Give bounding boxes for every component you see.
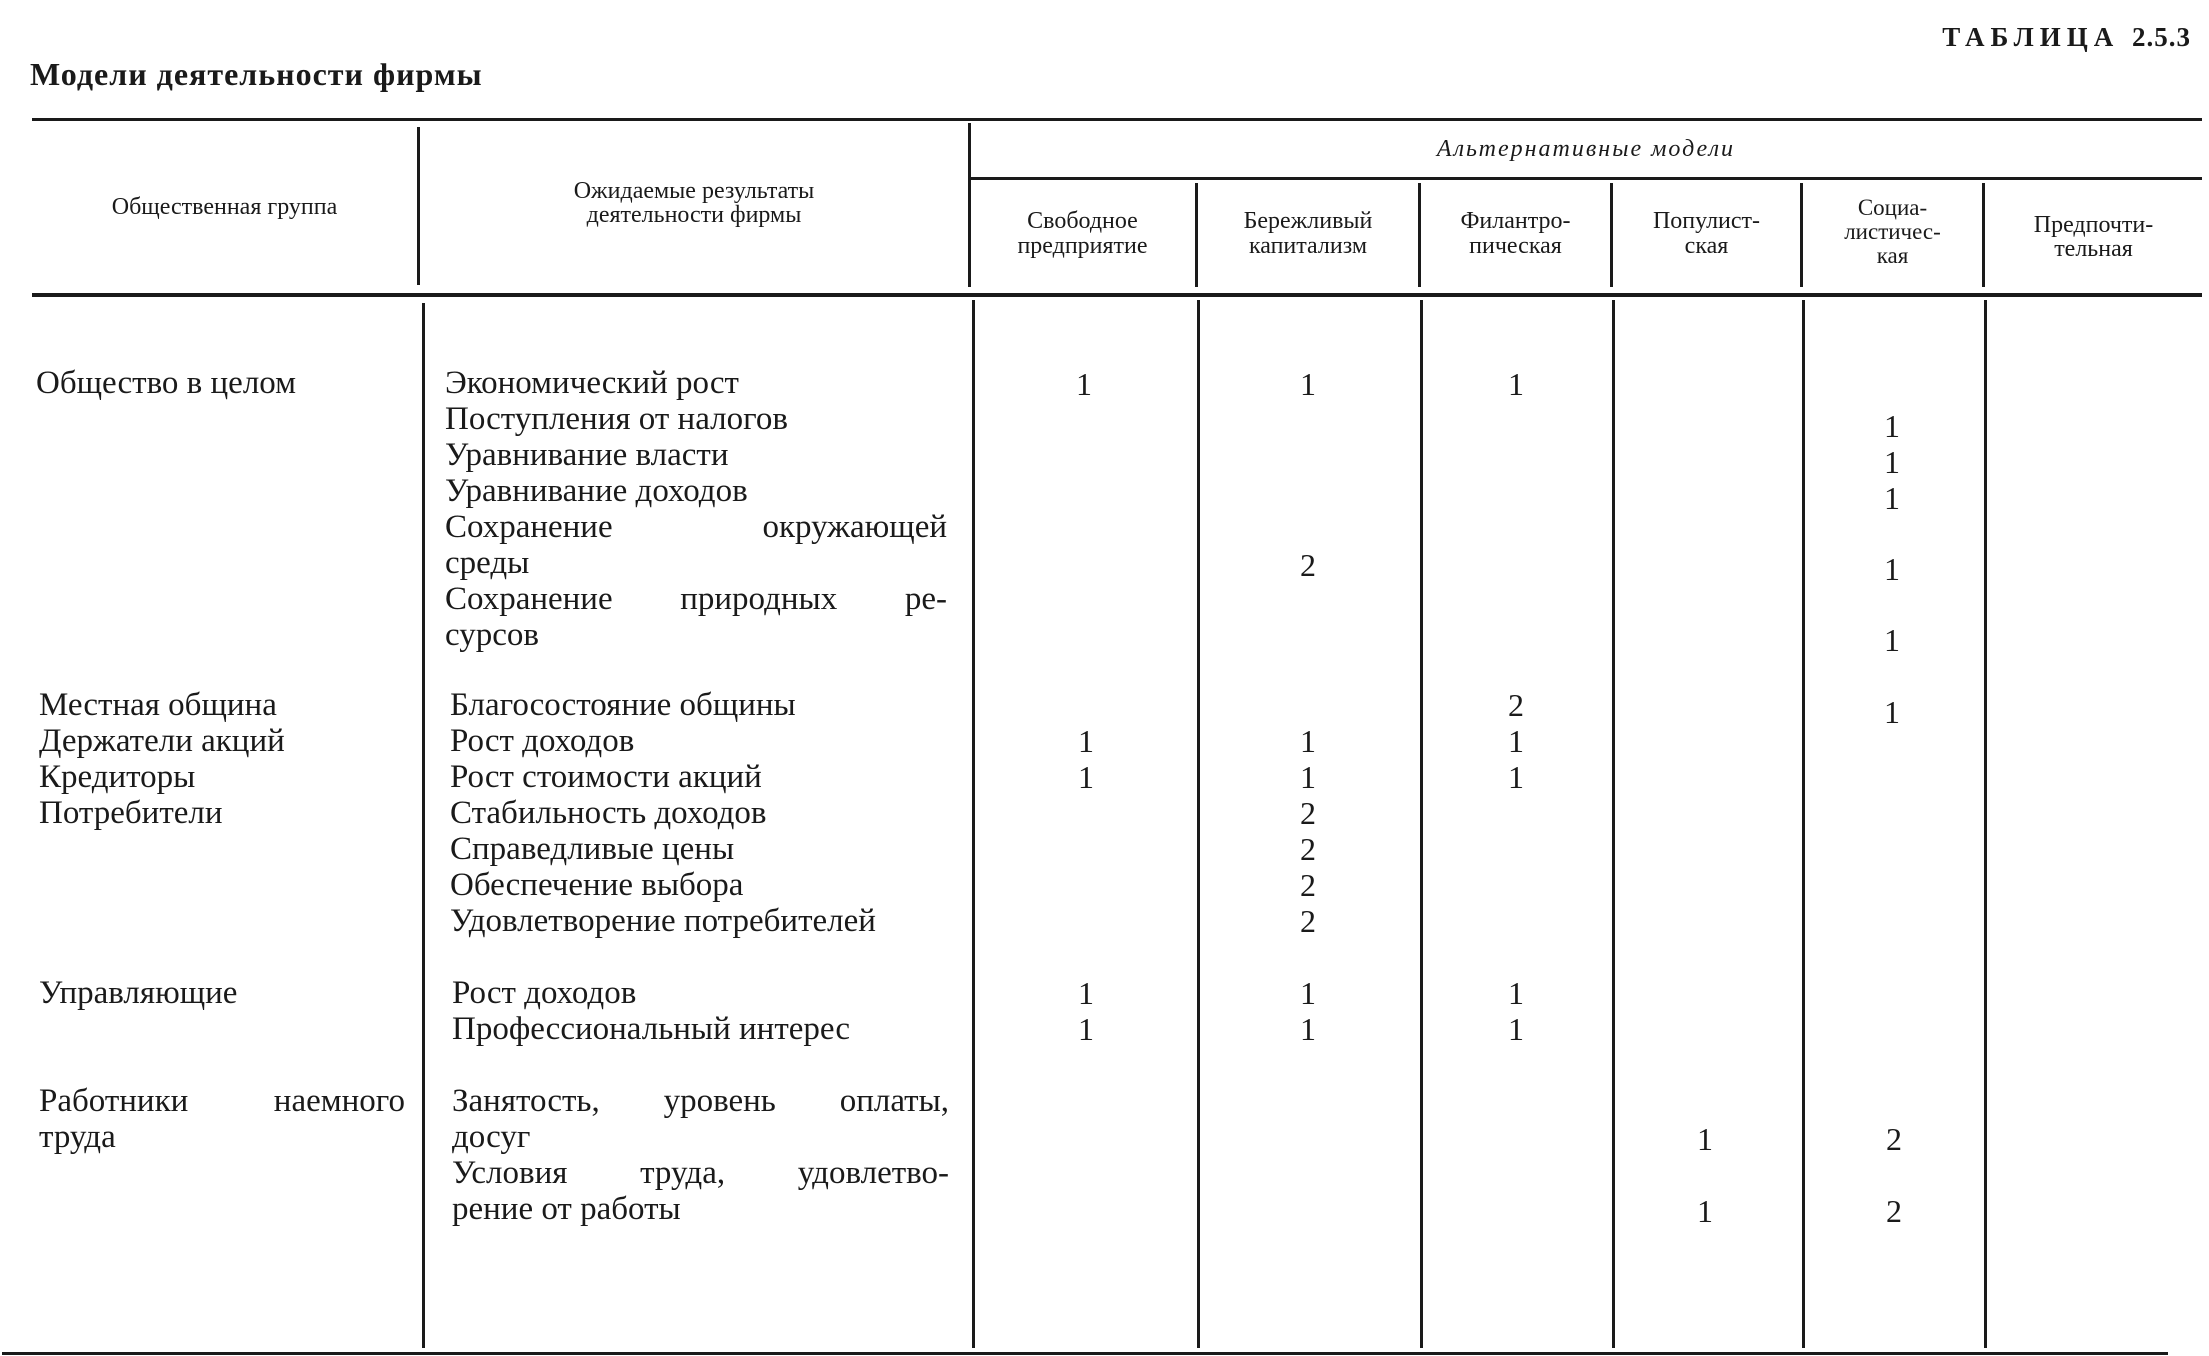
header-model-6-line1: Предпочти- bbox=[2033, 212, 2154, 238]
value-cell: 1 bbox=[1078, 975, 1094, 1011]
table-label-text: ТАБЛИЦА bbox=[1942, 22, 2120, 52]
result-manager-income-growth: Рост доходов bbox=[452, 975, 637, 1011]
alternatives-rule bbox=[968, 177, 2202, 180]
value-cell: 2 bbox=[1508, 687, 1524, 723]
body-divider-5 bbox=[1612, 300, 1615, 1348]
value-cell: 1 bbox=[1078, 1011, 1094, 1047]
value-cell: 1 bbox=[1884, 551, 1900, 587]
result-consumer-satisfaction: Удовлетворение потребителей bbox=[450, 903, 876, 939]
value-cell: 2 bbox=[1300, 547, 1316, 583]
header-model-3-line1: Филантро- bbox=[1460, 208, 1571, 234]
value-cell: 1 bbox=[1078, 759, 1094, 795]
table-bottom-rule bbox=[2, 1352, 2168, 1355]
header-model-1-line1: Свободное bbox=[1027, 208, 1138, 234]
group-local-community: Местная община bbox=[39, 687, 277, 723]
group-consumers: Потребители bbox=[39, 795, 223, 831]
header-model-5-line1: Социа- bbox=[1857, 195, 1928, 220]
header-group: Общественная группа bbox=[111, 194, 338, 220]
group-managers: Управляющие bbox=[39, 975, 238, 1011]
table-top-rule bbox=[32, 118, 2202, 121]
result-income-growth: Рост доходов bbox=[450, 723, 635, 759]
value-cell: 1 bbox=[1076, 366, 1092, 402]
header-model-4-line2: ская bbox=[1684, 233, 1729, 259]
value-cell: 1 bbox=[1697, 1121, 1713, 1157]
header-model-4-line1: Популист- bbox=[1652, 208, 1761, 234]
value-cell: 2 bbox=[1300, 867, 1316, 903]
header-model-2-line2: капитализм bbox=[1248, 233, 1368, 259]
result-resources-line1: Сохранение природных ре- bbox=[445, 581, 947, 617]
body-divider-6 bbox=[1802, 300, 1805, 1348]
result-share-value-growth: Рост стоимости акций bbox=[450, 759, 762, 795]
value-cell: 1 bbox=[1508, 975, 1524, 1011]
value-cell: 1 bbox=[1697, 1193, 1713, 1229]
value-cell: 1 bbox=[1300, 366, 1316, 402]
header-bottom-rule bbox=[32, 293, 2202, 297]
value-cell: 1 bbox=[1884, 622, 1900, 658]
value-cell: 1 bbox=[1508, 759, 1524, 795]
result-professional-interest: Профессиональный интерес bbox=[452, 1011, 850, 1047]
body-divider-3 bbox=[1197, 300, 1200, 1348]
value-cell: 2 bbox=[1300, 795, 1316, 831]
result-working-conditions-line2: рение от работы bbox=[452, 1191, 681, 1227]
value-cell: 1 bbox=[1884, 480, 1900, 516]
result-income-stability: Стабильность доходов bbox=[450, 795, 767, 831]
result-tax-revenue: Поступления от налогов bbox=[445, 401, 788, 437]
value-cell: 2 bbox=[1300, 831, 1316, 867]
table-number: 2.5.3 bbox=[2132, 22, 2191, 52]
result-fair-prices: Справедливые цены bbox=[450, 831, 735, 867]
result-environment-line1: Сохранение окружающей bbox=[445, 509, 947, 545]
group-creditors: Кредиторы bbox=[39, 759, 196, 795]
result-employment-line1: Занятость, уровень оплаты, bbox=[452, 1083, 949, 1119]
body-divider-4 bbox=[1420, 300, 1423, 1348]
result-power-equalization: Уравнивание власти bbox=[445, 437, 729, 473]
header-alternatives: Альтернативные модели bbox=[1436, 136, 1736, 162]
body-divider-1 bbox=[422, 303, 425, 1348]
value-cell: 1 bbox=[1508, 366, 1524, 402]
result-resources-line2: сурсов bbox=[445, 617, 539, 653]
table-label bbox=[1942, 22, 2191, 53]
header-model-2-line1: Бережливый bbox=[1243, 208, 1373, 234]
header-model-5-line3: кая bbox=[1876, 243, 1909, 268]
value-cell: 1 bbox=[1300, 759, 1316, 795]
value-cell: 1 bbox=[1300, 1011, 1316, 1047]
body-divider-2 bbox=[972, 300, 975, 1348]
result-economic-growth: Экономический рост bbox=[445, 365, 739, 401]
value-cell: 2 bbox=[1886, 1121, 1902, 1157]
group-society: Общество в целом bbox=[36, 365, 297, 401]
result-employment-line2: досуг bbox=[452, 1119, 531, 1155]
value-cell: 2 bbox=[1886, 1193, 1902, 1229]
value-cell: 1 bbox=[1300, 723, 1316, 759]
body-divider-7 bbox=[1984, 300, 1987, 1348]
page-title: Модели деятельности фирмы bbox=[30, 56, 483, 92]
value-cell: 2 bbox=[1300, 903, 1316, 939]
result-working-conditions-line1: Условия труда, удовлетво- bbox=[452, 1155, 949, 1191]
group-shareholders: Держатели акций bbox=[39, 723, 285, 759]
header-model-3-line2: пическая bbox=[1469, 233, 1562, 259]
value-cell: 1 bbox=[1884, 444, 1900, 480]
group-workers-line2: труда bbox=[39, 1119, 116, 1155]
value-cell: 1 bbox=[1884, 694, 1900, 730]
group-workers-line1: Работники наемного bbox=[39, 1083, 405, 1119]
header-results-line2: деятельности фирмы bbox=[586, 202, 802, 228]
value-cell: 1 bbox=[1508, 723, 1524, 759]
result-income-equalization: Уравнивание доходов bbox=[445, 473, 748, 509]
value-cell: 1 bbox=[1508, 1011, 1524, 1047]
result-choice: Обеспечение выбора bbox=[450, 867, 744, 903]
value-cell: 1 bbox=[1300, 975, 1316, 1011]
value-cell: 1 bbox=[1078, 723, 1094, 759]
header-model-5-line2: листичес- bbox=[1844, 219, 1941, 244]
value-cell: 1 bbox=[1884, 408, 1900, 444]
result-community-welfare: Благосостояние общины bbox=[450, 687, 796, 723]
header-model-1-line2: предприятие bbox=[1017, 233, 1148, 259]
result-environment-line2: среды bbox=[445, 545, 530, 581]
header-results-line1: Ожидаемые результаты bbox=[573, 178, 815, 204]
header-model-6-line2: тельная bbox=[2054, 236, 2133, 262]
